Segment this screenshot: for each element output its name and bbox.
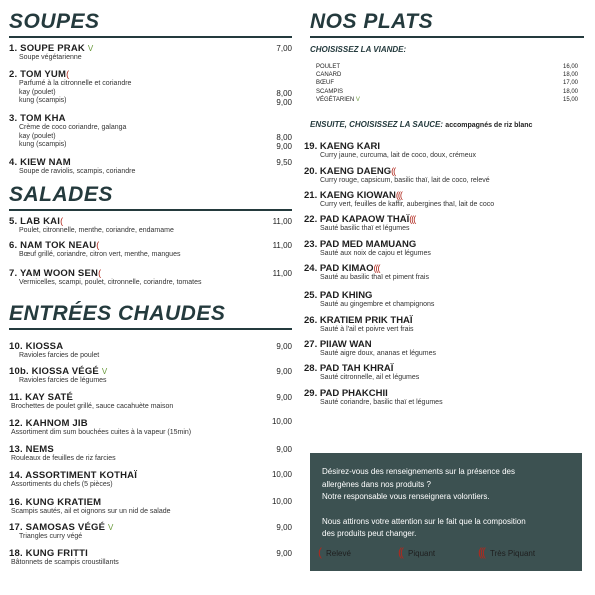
chili-icon: ((	[391, 166, 396, 176]
info-text: allergènes dans nos produits ?	[322, 479, 431, 489]
chili-icon: (	[96, 240, 99, 250]
menu-item: 21. KAENG KIOWAN((( Curry vert, feuilles de kaffir, aubergines thaï, lait de coco	[304, 190, 495, 208]
legend-piquant: (( Piquant	[398, 545, 436, 559]
chili-icon: (	[98, 268, 101, 278]
item-price: 9,50	[276, 158, 292, 167]
menu-item: 7. YAM WOON SEN( Vermicelles, scampi, poulet, citronnelle, coriandre, tomates 11,00	[9, 268, 292, 286]
menu-item: 14. ASSORTIMENT KOTHAÏ Assortiments du chefs (5 pièces) 10,00	[9, 470, 292, 488]
item-price: 9,00	[276, 549, 292, 558]
menu-item: 19. KAENG KARI Curry jaune, curcuma, lait de coco, doux, crémeux	[304, 141, 477, 159]
legend-releve: ( Relevé	[318, 545, 351, 559]
item-price: 10,00	[271, 470, 292, 479]
menu-item: 5. LAB KAI( Poulet, citronnelle, menthe, coriandre, endamame 11,00	[9, 216, 292, 234]
section-title-entrees: ENTRÉES CHAUDES	[9, 302, 226, 325]
menu-item: 11. KAY SATÉ Brochettes de poulet grillé, sauce cacahuète maison 9,00	[9, 392, 292, 410]
menu-item: 2. TOM YUM( Parfumé à la citronnelle et coriandre kay (poulet) kung (scampis) 8,00 9,00	[9, 69, 292, 107]
menu-item: 16. KUNG KRATIEM Scampis sautés, ail et oignons sur un nid de salade 10,00	[9, 497, 292, 515]
item-price: 9,00	[276, 367, 292, 376]
item-price: 10,00	[271, 417, 292, 426]
section-rule	[9, 36, 292, 38]
chili-icon: (	[66, 69, 69, 79]
section-title-soupes: SOUPES	[9, 10, 100, 33]
menu-item: 3. TOM KHA Crème de coco coriandre, galanga kay (poulet) kung (scampis) 8,00 9,00	[9, 113, 292, 151]
menu-item: 10. KIOSSA Ravioles farcies de poulet 9,00	[9, 341, 292, 359]
menu-item: 10b. KIOSSA VÉGÉ V Ravioles farcies de légumes 9,00	[9, 366, 292, 384]
item-price: 9,00	[276, 523, 292, 532]
item-price: 8,00	[276, 133, 292, 142]
info-text: des produits peut changer.	[322, 529, 417, 538]
sauce-heading: ENSUITE, CHOISISSEZ LA SAUCE: accompagnés de riz blanc	[310, 120, 533, 129]
menu-item: 17. SAMOSAS VÉGÉ V Triangles curry végé 9,00	[9, 522, 292, 540]
item-price: 11,00	[272, 217, 292, 226]
menu-item: 27. PIIAW WAN Sauté aigre doux, ananas et légumes	[304, 339, 436, 357]
chili-icon: ((	[398, 545, 402, 559]
menu-item: 26. KRATIEM PRIK THAÏ Sauté à l'ail et poivre vert frais	[304, 315, 414, 333]
section-title-plats: NOS PLATS	[310, 10, 434, 33]
section-rule	[9, 209, 292, 211]
item-price: 9,00	[276, 98, 292, 107]
section-title-salades: SALADES	[9, 183, 113, 206]
menu-item: 4. KIEW NAM Soupe de raviolis, scampis, coriandre 9,50	[9, 157, 292, 175]
chili-icon: (((	[478, 545, 484, 559]
menu-item: 29. PAD PHAKCHII Sauté coriandre, basilic thaï et légumes	[304, 388, 443, 406]
menu-item: 24. PAD KIMAO((( Sauté au basilic thaï et piment frais	[304, 263, 429, 281]
menu-item: 28. PAD TAH KHRAÏ Sauté citronnelle, ail et légumes	[304, 363, 420, 381]
item-price: 7,00	[276, 44, 292, 53]
chili-icon: (((	[409, 214, 416, 224]
menu-item: 25. PAD KHING Sauté au gingembre et champignons	[304, 290, 435, 308]
menu-item: 18. KUNG FRITTI Bâtonnets de scampis croustillants 9,00	[9, 548, 292, 566]
item-price: 9,00	[276, 445, 292, 454]
menu-item: 1. SOUPE PRAK V Soupe végétarienne 7,00	[9, 43, 292, 61]
chili-icon: (	[318, 545, 320, 559]
menu-item: 12. KAHNOM JIB Assortiment dim sum bouchées cuites à la vapeur (15min) 10,00	[9, 417, 292, 436]
info-text: Désirez-vous des renseignements sur la présence des	[322, 467, 515, 476]
section-rule	[9, 328, 292, 330]
item-price: 9,00	[276, 342, 292, 351]
menu-item: 20. KAENG DAENG(( Curry rouge, capsicum, basilic thaï, lait de coco, relevé	[304, 166, 490, 184]
item-price: 10,00	[271, 497, 292, 506]
menu-item: 13. NEMS Rouleaux de feuilles de riz farcies 9,00	[9, 444, 292, 462]
item-price: 9,00	[276, 393, 292, 402]
menu-item: 6. NAM TOK NEAU( Bœuf grillé, coriandre, citron vert, menthe, mangues 11,00	[9, 240, 292, 258]
section-rule	[310, 36, 584, 38]
vegetarian-icon: V	[87, 44, 94, 53]
menu-item: 22. PAD KAPAOW THAÏ((( Sauté basilic thaï et légumes	[304, 214, 416, 232]
vegetarian-icon: V	[101, 367, 108, 376]
item-price: 8,00	[276, 89, 292, 98]
meat-heading: CHOISISSEZ LA VIANDE:	[310, 45, 407, 54]
menu-item: 23. PAD MED MAMUANG Sauté aux noix de cajou et légumes	[304, 239, 431, 257]
chili-icon: (((	[373, 263, 380, 273]
item-price: 9,00	[276, 142, 292, 151]
item-price: 11,00	[272, 269, 292, 278]
legend-tres-piquant: ((( Très Piquant	[478, 545, 536, 559]
vegetarian-icon: V	[355, 97, 360, 103]
item-price: 11,00	[272, 241, 292, 250]
info-text: Notre responsable vous renseignera volontiers.	[322, 492, 490, 501]
chili-icon: (	[60, 216, 63, 226]
vegetarian-icon: V	[107, 523, 114, 532]
chili-icon: (((	[395, 190, 402, 200]
info-text: Nous attirons votre attention sur le fait que la composition	[322, 516, 526, 526]
